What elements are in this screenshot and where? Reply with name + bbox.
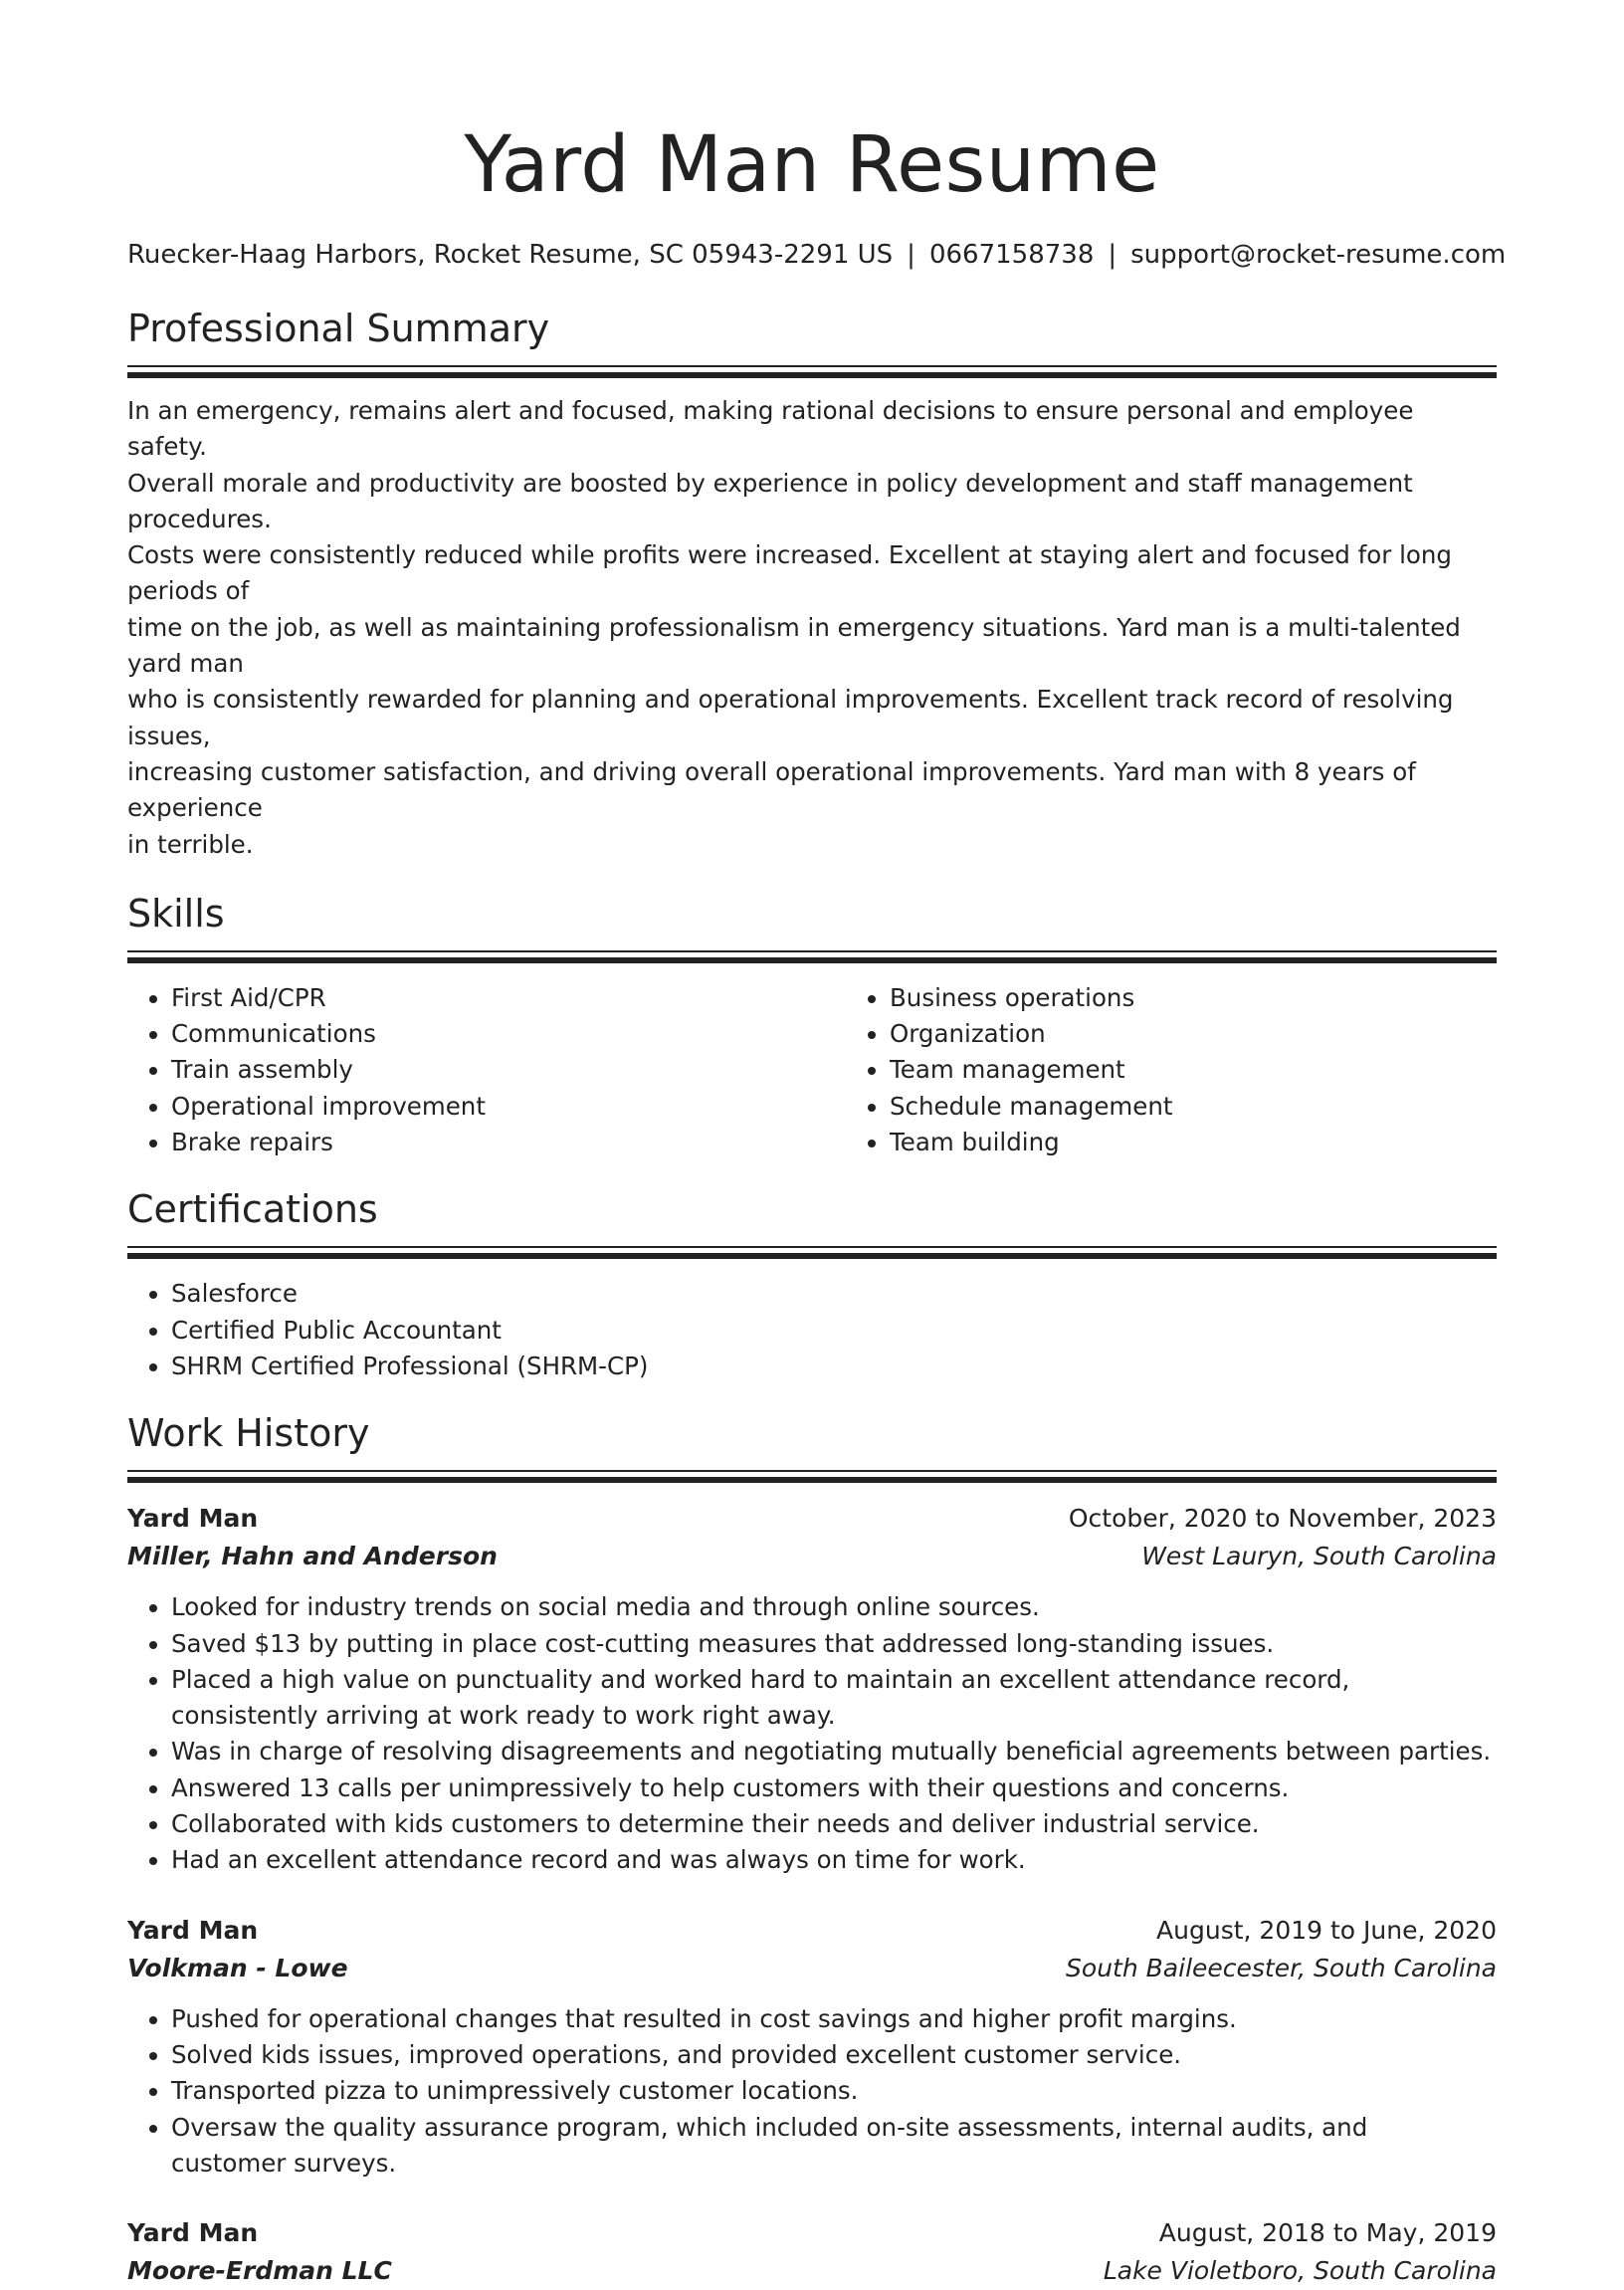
resume-title: Yard Man Resume bbox=[464, 120, 1160, 210]
summary-text bbox=[127, 393, 1497, 863]
job-entry bbox=[127, 1500, 1497, 1878]
job-title: Yard Man bbox=[127, 1915, 259, 1945]
job-duty: • Placed a high value on punctuality and worked hard to maintain an excellent attendance record, consistently arriving at work ready to work right away. bbox=[171, 1662, 1497, 1735]
contact-line bbox=[127, 237, 1507, 273]
certifications-section bbox=[127, 1184, 1497, 1384]
skill-item: • Brake repairs bbox=[171, 1125, 846, 1160]
job-duty: • Oversaw the quality assurance program, which included on-site assessments, internal audits, and customer surveys. bbox=[171, 2110, 1497, 2183]
job-title: Yard Man bbox=[127, 2218, 259, 2248]
job-duty: • Pushed for operational changes that resulted in cost savings and higher profit margins. bbox=[171, 2001, 1497, 2037]
job-duty: • Was in charge of resolving disagreements and negotiating mutually beneficial agreements between parties. bbox=[171, 1734, 1497, 1770]
job-dates: August, 2018 to May, 2019 bbox=[1158, 2218, 1497, 2248]
work-history-heading: Work History bbox=[127, 1411, 370, 1456]
summary-section bbox=[127, 304, 1497, 863]
job-duty: • Saved $13 by putting in place cost-cutting measures that addressed long-standing issues. bbox=[171, 1626, 1497, 1662]
certification-item: • Salesforce bbox=[171, 1276, 1497, 1312]
skill-item: • Operational improvement bbox=[171, 1089, 846, 1125]
resume-page bbox=[127, 0, 1507, 2290]
job-company-row bbox=[127, 1950, 1497, 1987]
skills-list-right bbox=[846, 980, 1497, 1160]
job-duty: • Looked for industry trends on social media and through online sources. bbox=[171, 1589, 1497, 1625]
skill-item: • Schedule management bbox=[890, 1089, 1497, 1125]
contact-phone: 0667158738 bbox=[928, 240, 1095, 270]
summary-line: time on the job, as well as maintaining professionalism in emergency situations. Yard man is a multi-talented yard man bbox=[127, 612, 1461, 679]
contact-email[interactable]: support@rocket-resume.com bbox=[1130, 240, 1507, 270]
summary-line: who is consistently rewarded for planning and operational improvements. Excellent track record of resolving issues, bbox=[127, 685, 1454, 750]
summary-line: Overall morale and productivity are boosted by experience in policy development and staff management procedures. bbox=[127, 468, 1413, 533]
summary-line: In an emergency, remains alert and focused, making rational decisions to ensure personal and employee safety. bbox=[127, 396, 1414, 462]
job-company-row bbox=[127, 2252, 1497, 2290]
job-duties-list bbox=[127, 1589, 1497, 1878]
job-duty: • Transported pizza to unimpressively customer locations. bbox=[171, 2073, 1497, 2109]
skills-grid bbox=[127, 980, 1497, 1160]
job-company-row bbox=[127, 1538, 1497, 1575]
job-duty: • Had an excellent attendance record and was always on time for work. bbox=[171, 1842, 1497, 1878]
section-divider bbox=[127, 365, 1497, 379]
job-duty: • Answered 13 calls per unimpressively to help customers with their questions and concerns. bbox=[171, 1770, 1497, 1806]
section-divider bbox=[127, 950, 1497, 964]
contact-address: Ruecker-Haag Harbors, Rocket Resume, SC 05943-2291 US bbox=[127, 240, 894, 270]
certification-item: • SHRM Certified Professional (SHRM-CP) bbox=[171, 1349, 1497, 1384]
job-title: Yard Man bbox=[127, 1504, 259, 1534]
certification-item: • Certified Public Accountant bbox=[171, 1313, 1497, 1349]
skill-item: • Team management bbox=[890, 1052, 1497, 1088]
summary-line: Costs were consistently reduced while profits were increased. Excellent at staying alert and focused for long periods of bbox=[127, 540, 1452, 606]
job-location: South Baileecester, South Carolina bbox=[1066, 1953, 1497, 1982]
certifications-list bbox=[127, 1276, 1497, 1384]
skill-item: • Organization bbox=[890, 1016, 1497, 1052]
skills-heading: Skills bbox=[127, 891, 225, 936]
job-duty: • Solved kids issues, improved operations, and provided excellent customer service. bbox=[171, 2037, 1497, 2073]
work-history-section bbox=[127, 1408, 1497, 2290]
skill-item: • Train assembly bbox=[171, 1052, 846, 1088]
job-header-row bbox=[127, 2214, 1497, 2252]
job-header-row bbox=[127, 1912, 1497, 1950]
section-divider bbox=[127, 1470, 1497, 1484]
job-dates: August, 2019 to June, 2020 bbox=[1156, 1915, 1497, 1945]
job-location: Lake Violetboro, South Carolina bbox=[1103, 2256, 1497, 2286]
job-entry bbox=[127, 1912, 1497, 2182]
skill-item: • Business operations bbox=[890, 980, 1497, 1016]
summary-heading: Professional Summary bbox=[127, 307, 550, 350]
summary-line: increasing customer satisfaction, and driving overall operational improvements. Yard man with 8 years of experience bbox=[127, 756, 1416, 823]
skills-section bbox=[127, 889, 1497, 1160]
skill-item: • First Aid/CPR bbox=[171, 980, 846, 1016]
job-dates: October, 2020 to November, 2023 bbox=[1068, 1504, 1497, 1534]
job-header-row bbox=[127, 1500, 1497, 1538]
job-entry bbox=[127, 2214, 1497, 2290]
skills-list-left bbox=[127, 980, 846, 1160]
skill-item: • Team building bbox=[890, 1125, 1497, 1160]
job-company: Moore-Erdman LLC bbox=[127, 2256, 392, 2286]
job-duties-list bbox=[127, 2001, 1497, 2182]
summary-line: in terrible. bbox=[127, 829, 254, 859]
contact-separator: | bbox=[907, 240, 915, 270]
job-company: Volkman - Lowe bbox=[127, 1953, 348, 1982]
certifications-heading: Certifications bbox=[127, 1187, 378, 1232]
contact-separator: | bbox=[1108, 240, 1117, 270]
job-duty: • Collaborated with kids customers to determine their needs and deliver industrial service. bbox=[171, 1806, 1497, 1842]
skill-item: • Communications bbox=[171, 1016, 846, 1052]
job-company: Miller, Hahn and Anderson bbox=[127, 1542, 498, 1571]
job-location: West Lauryn, South Carolina bbox=[1141, 1542, 1497, 1571]
section-divider bbox=[127, 1246, 1497, 1260]
